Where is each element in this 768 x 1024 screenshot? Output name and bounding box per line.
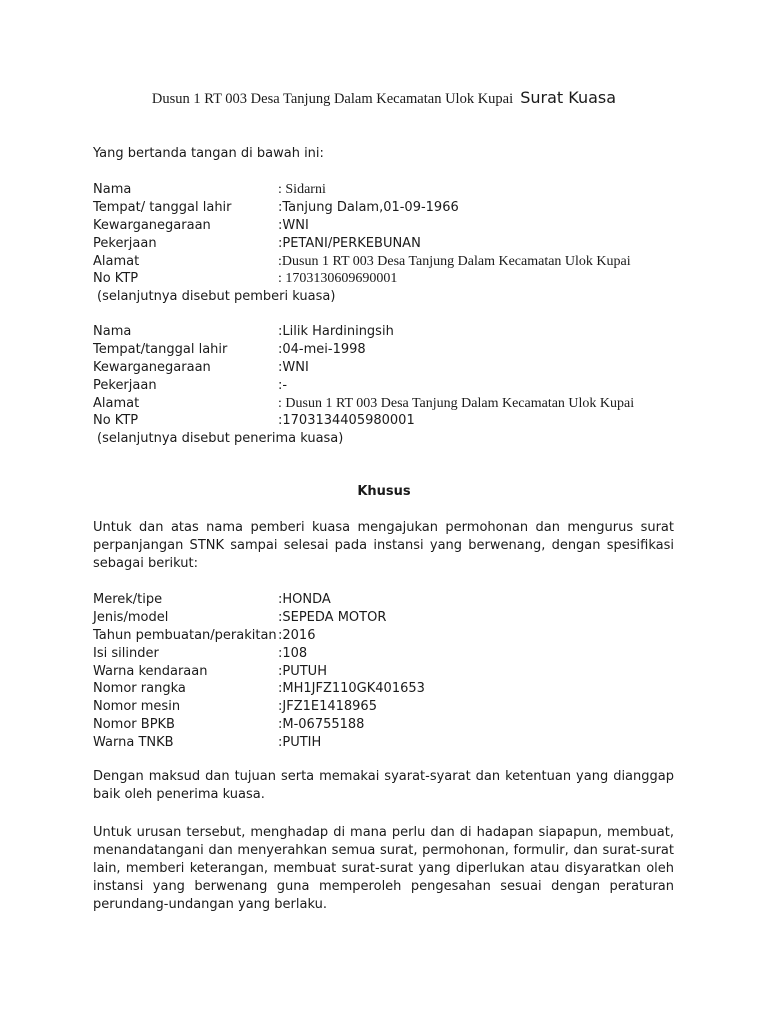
vehicle-row [93, 645, 683, 663]
document-title: Surat Kuasa [520, 88, 617, 107]
field-value: :Dusun 1 RT 003 Desa Tanjung Dalam Kecamatan Ulok Kupai [278, 253, 631, 269]
field-value: :JFZ1E1418965 [278, 699, 377, 715]
field-label: Tempat/tanggal lahir [93, 341, 228, 357]
field-value: :MH1JFZ110GK401653 [278, 681, 425, 697]
field-label: Pekerjaan [93, 235, 157, 251]
giver-note: (selanjutnya disebut pemberi kuasa) [97, 289, 336, 305]
giver-row [93, 199, 683, 217]
field-value: :SEPEDA MOTOR [278, 609, 387, 625]
field-value: :1703134405980001 [278, 413, 415, 429]
giver-row [93, 181, 683, 199]
receiver-row [93, 323, 683, 341]
field-value: :108 [278, 645, 308, 661]
section-title: Khusus [357, 484, 411, 499]
field-label: Nomor mesin [93, 699, 181, 715]
field-label: Alamat [93, 395, 140, 411]
receiver-note: (selanjutnya disebut penerima kuasa) [97, 431, 344, 447]
field-value: :Lilik Hardiningsih [278, 324, 394, 339]
field-label: Nama [93, 324, 132, 339]
heading-address: Dusun 1 RT 003 Desa Tanjung Dalam Kecamatan Ulok Kupai [151, 91, 514, 107]
vehicle-row [93, 680, 683, 698]
intro-text: Yang bertanda tangan di bawah ini: [93, 146, 324, 161]
receiver-row [93, 412, 683, 430]
field-label: Kewarganegaraan [93, 217, 211, 233]
field-label: Merek/tipe [93, 592, 163, 607]
field-label: Tahun pembuatan/perakitan [93, 627, 277, 643]
vehicle-row [93, 609, 683, 627]
field-value: :WNI [278, 359, 309, 375]
field-label: Jenis/model [93, 609, 169, 625]
receiver-row [93, 341, 683, 359]
giver-row [93, 217, 683, 235]
field-value: :PUTIH [278, 735, 322, 751]
vehicle-row [93, 734, 683, 752]
field-label: Isi silinder [93, 645, 159, 661]
document-heading [0, 88, 768, 108]
receiver-row [93, 377, 683, 395]
intent-paragraph: Dengan maksud dan tujuan serta memakai syarat-syarat dan ketentuan yang dianggap baik oleh penerima kuasa. [93, 769, 674, 802]
field-label: Alamat [93, 253, 140, 269]
field-value: :PETANI/PERKEBUNAN [278, 235, 421, 251]
field-label: Pekerjaan [93, 377, 157, 393]
field-label: No KTP [93, 413, 139, 429]
field-value: :2016 [278, 627, 316, 643]
giver-row [93, 253, 683, 271]
receiver-row [93, 359, 683, 377]
purpose-paragraph: Untuk dan atas nama pemberi kuasa mengajukan permohonan dan mengurus surat perpanjangan STNK sampai selesai pada instansi yang berwenang, dengan spesifikasi sebagai berikut: [93, 520, 674, 571]
giver-identity-block [93, 181, 683, 306]
field-value: :04-mei-1998 [278, 341, 366, 357]
field-value: :WNI [278, 217, 309, 233]
giver-row [93, 270, 683, 288]
scope-paragraph: Untuk urusan tersebut, menghadap di mana perlu dan di hadapan siapapun, membuat, menandatangani dan menyerahkan semua surat, permohonan, formulir, dan surat-surat lain, memberi keterangan, membuat surat-surat yang diperlukan atau disyaratkan oleh instansi yang berwenang guna memperoleh pengesahan sesuai dengan peraturan perundang-undangan yang berlaku. [93, 825, 674, 912]
giver-row [93, 235, 683, 253]
field-label: No KTP [93, 271, 139, 287]
field-label: Nama [93, 182, 132, 197]
vehicle-spec-block [93, 591, 683, 752]
field-label: Warna TNKB [93, 735, 174, 751]
field-value: :HONDA [278, 592, 331, 607]
vehicle-row [93, 591, 683, 609]
field-label: Warna kendaraan [93, 663, 208, 679]
field-value: :M-06755188 [278, 717, 365, 733]
field-value: : 1703130609690001 [278, 271, 398, 287]
field-value: : Dusun 1 RT 003 Desa Tanjung Dalam Kecamatan Ulok Kupai [278, 395, 635, 411]
vehicle-row [93, 663, 683, 681]
field-value: :PUTUH [278, 663, 327, 679]
vehicle-row [93, 716, 683, 734]
field-value: :Tanjung Dalam,01-09-1966 [278, 199, 459, 215]
field-label: Kewarganegaraan [93, 359, 211, 375]
vehicle-row [93, 627, 683, 645]
field-label: Nomor rangka [93, 681, 186, 697]
field-value: :- [278, 377, 288, 393]
receiver-row [93, 395, 683, 413]
vehicle-row [93, 698, 683, 716]
field-label: Tempat/ tanggal lahir [93, 199, 232, 215]
field-label: Nomor BPKB [93, 717, 175, 733]
field-value: : Sidarni [278, 182, 326, 197]
receiver-identity-block [93, 323, 683, 448]
